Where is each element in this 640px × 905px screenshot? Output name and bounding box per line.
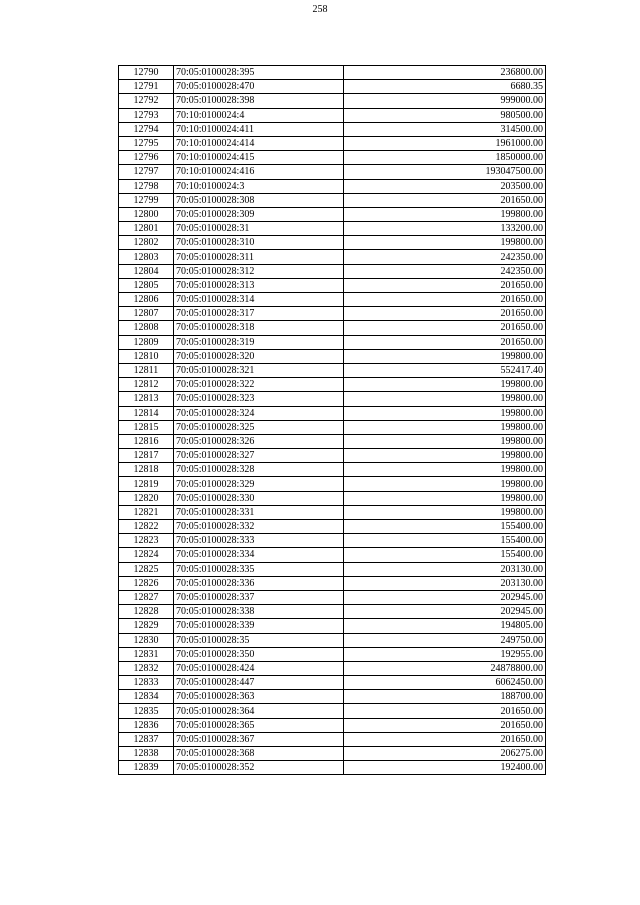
table-row [119, 605, 546, 619]
cadastral-value: 206275.00 [344, 747, 546, 761]
cadastral-number: 70:05:0100028:35 [174, 633, 344, 647]
table-row [119, 207, 546, 221]
cadastral-number: 70:05:0100028:308 [174, 193, 344, 207]
cadastral-value: 249750.00 [344, 633, 546, 647]
row-number: 12839 [119, 761, 174, 775]
table-row [119, 761, 546, 775]
table-row [119, 732, 546, 746]
table-body [119, 66, 546, 775]
table-row [119, 80, 546, 94]
table-row [119, 378, 546, 392]
row-number: 12813 [119, 392, 174, 406]
cadastral-number: 70:05:0100028:365 [174, 718, 344, 732]
row-number: 12803 [119, 250, 174, 264]
row-number: 12821 [119, 505, 174, 519]
cadastral-value: 1961000.00 [344, 136, 546, 150]
row-number: 12814 [119, 406, 174, 420]
table-row [119, 406, 546, 420]
table-row [119, 392, 546, 406]
cadastral-value: 199800.00 [344, 207, 546, 221]
cadastral-number: 70:05:0100028:339 [174, 619, 344, 633]
row-number: 12812 [119, 378, 174, 392]
cadastral-number: 70:05:0100028:310 [174, 236, 344, 250]
cadastral-number: 70:05:0100028:318 [174, 321, 344, 335]
cadastral-value: 199800.00 [344, 463, 546, 477]
cadastral-value: 201650.00 [344, 704, 546, 718]
cadastral-number: 70:05:0100028:313 [174, 278, 344, 292]
row-number: 12794 [119, 122, 174, 136]
cadastral-number: 70:05:0100028:352 [174, 761, 344, 775]
cadastral-number: 70:05:0100028:332 [174, 520, 344, 534]
cadastral-number: 70:05:0100028:309 [174, 207, 344, 221]
cadastral-value: 980500.00 [344, 108, 546, 122]
cadastral-value: 242350.00 [344, 250, 546, 264]
cadastral-table [118, 65, 546, 775]
table-row [119, 321, 546, 335]
cadastral-number: 70:05:0100028:327 [174, 449, 344, 463]
table-row [119, 151, 546, 165]
cadastral-number: 70:05:0100028:326 [174, 434, 344, 448]
row-number: 12819 [119, 477, 174, 491]
row-number: 12809 [119, 335, 174, 349]
row-number: 12834 [119, 690, 174, 704]
table-row [119, 264, 546, 278]
cadastral-value: 201650.00 [344, 278, 546, 292]
row-number: 12837 [119, 732, 174, 746]
table-row [119, 335, 546, 349]
table-row [119, 108, 546, 122]
cadastral-value: 242350.00 [344, 264, 546, 278]
table-row [119, 520, 546, 534]
cadastral-value: 203130.00 [344, 576, 546, 590]
cadastral-number: 70:05:0100028:330 [174, 491, 344, 505]
table-row [119, 718, 546, 732]
row-number: 12799 [119, 193, 174, 207]
cadastral-value: 199800.00 [344, 505, 546, 519]
table-row [119, 449, 546, 463]
row-number: 12810 [119, 349, 174, 363]
cadastral-number: 70:05:0100028:317 [174, 307, 344, 321]
row-number: 12811 [119, 363, 174, 377]
cadastral-number: 70:05:0100028:364 [174, 704, 344, 718]
table-row [119, 94, 546, 108]
table-row [119, 236, 546, 250]
row-number: 12792 [119, 94, 174, 108]
row-number: 12831 [119, 647, 174, 661]
table-row [119, 619, 546, 633]
row-number: 12835 [119, 704, 174, 718]
table-row [119, 690, 546, 704]
cadastral-number: 70:05:0100028:424 [174, 661, 344, 675]
cadastral-number: 70:10:0100024:3 [174, 179, 344, 193]
row-number: 12793 [119, 108, 174, 122]
cadastral-value: 201650.00 [344, 335, 546, 349]
cadastral-number: 70:05:0100028:323 [174, 392, 344, 406]
row-number: 12818 [119, 463, 174, 477]
cadastral-value: 192400.00 [344, 761, 546, 775]
table-row [119, 576, 546, 590]
row-number: 12830 [119, 633, 174, 647]
cadastral-value: 201650.00 [344, 293, 546, 307]
cadastral-number: 70:05:0100028:336 [174, 576, 344, 590]
row-number: 12790 [119, 66, 174, 80]
cadastral-number: 70:05:0100028:331 [174, 505, 344, 519]
table-row [119, 747, 546, 761]
cadastral-number: 70:05:0100028:31 [174, 222, 344, 236]
table-row [119, 278, 546, 292]
row-number: 12833 [119, 676, 174, 690]
cadastral-number: 70:05:0100028:335 [174, 562, 344, 576]
cadastral-number: 70:10:0100024:415 [174, 151, 344, 165]
row-number: 12798 [119, 179, 174, 193]
cadastral-value: 193047500.00 [344, 165, 546, 179]
cadastral-number: 70:05:0100028:321 [174, 363, 344, 377]
table-row [119, 704, 546, 718]
cadastral-value: 314500.00 [344, 122, 546, 136]
row-number: 12796 [119, 151, 174, 165]
table-row [119, 562, 546, 576]
cadastral-value: 201650.00 [344, 307, 546, 321]
cadastral-number: 70:05:0100028:320 [174, 349, 344, 363]
cadastral-number: 70:05:0100028:367 [174, 732, 344, 746]
cadastral-number: 70:05:0100028:325 [174, 420, 344, 434]
table-row [119, 66, 546, 80]
cadastral-value: 203500.00 [344, 179, 546, 193]
row-number: 12791 [119, 80, 174, 94]
cadastral-number: 70:05:0100028:368 [174, 747, 344, 761]
row-number: 12806 [119, 293, 174, 307]
cadastral-value: 6062450.00 [344, 676, 546, 690]
cadastral-value: 155400.00 [344, 534, 546, 548]
cadastral-value: 199800.00 [344, 449, 546, 463]
table-row [119, 548, 546, 562]
cadastral-value: 155400.00 [344, 520, 546, 534]
row-number: 12807 [119, 307, 174, 321]
cadastral-number: 70:05:0100028:328 [174, 463, 344, 477]
cadastral-number: 70:05:0100028:324 [174, 406, 344, 420]
table-row [119, 193, 546, 207]
cadastral-number: 70:05:0100028:312 [174, 264, 344, 278]
cadastral-number: 70:10:0100024:414 [174, 136, 344, 150]
cadastral-number: 70:10:0100024:411 [174, 122, 344, 136]
row-number: 12816 [119, 434, 174, 448]
cadastral-value: 201650.00 [344, 718, 546, 732]
cadastral-value: 552417.40 [344, 363, 546, 377]
table-row [119, 293, 546, 307]
cadastral-value: 199800.00 [344, 236, 546, 250]
row-number: 12825 [119, 562, 174, 576]
cadastral-value: 999000.00 [344, 94, 546, 108]
row-number: 12838 [119, 747, 174, 761]
row-number: 12822 [119, 520, 174, 534]
cadastral-value: 199800.00 [344, 434, 546, 448]
cadastral-value: 6680.35 [344, 80, 546, 94]
cadastral-value: 199800.00 [344, 406, 546, 420]
table-row [119, 590, 546, 604]
cadastral-value: 202945.00 [344, 590, 546, 604]
cadastral-number: 70:05:0100028:333 [174, 534, 344, 548]
table-row [119, 647, 546, 661]
table-row [119, 477, 546, 491]
cadastral-value: 199800.00 [344, 392, 546, 406]
table-row [119, 136, 546, 150]
table-row [119, 434, 546, 448]
row-number: 12817 [119, 449, 174, 463]
row-number: 12826 [119, 576, 174, 590]
cadastral-number: 70:05:0100028:314 [174, 293, 344, 307]
cadastral-number: 70:10:0100024:4 [174, 108, 344, 122]
table-row [119, 307, 546, 321]
table-row [119, 349, 546, 363]
table-row [119, 250, 546, 264]
cadastral-number: 70:05:0100028:398 [174, 94, 344, 108]
row-number: 12797 [119, 165, 174, 179]
cadastral-value: 199800.00 [344, 491, 546, 505]
table-row [119, 633, 546, 647]
cadastral-value: 155400.00 [344, 548, 546, 562]
cadastral-number: 70:10:0100024:416 [174, 165, 344, 179]
table-row [119, 165, 546, 179]
table-row [119, 179, 546, 193]
row-number: 12802 [119, 236, 174, 250]
cadastral-value: 199800.00 [344, 477, 546, 491]
cadastral-number: 70:05:0100028:311 [174, 250, 344, 264]
cadastral-number: 70:05:0100028:322 [174, 378, 344, 392]
cadastral-value: 203130.00 [344, 562, 546, 576]
cadastral-value: 188700.00 [344, 690, 546, 704]
cadastral-number: 70:05:0100028:338 [174, 605, 344, 619]
cadastral-number: 70:05:0100028:329 [174, 477, 344, 491]
cadastral-number: 70:05:0100028:337 [174, 590, 344, 604]
cadastral-value: 201650.00 [344, 321, 546, 335]
page-number: 258 [312, 4, 328, 15]
cadastral-value: 194805.00 [344, 619, 546, 633]
cadastral-value: 202945.00 [344, 605, 546, 619]
row-number: 12808 [119, 321, 174, 335]
row-number: 12828 [119, 605, 174, 619]
table-row [119, 534, 546, 548]
row-number: 12827 [119, 590, 174, 604]
table-row [119, 491, 546, 505]
cadastral-value: 199800.00 [344, 378, 546, 392]
table-row [119, 222, 546, 236]
row-number: 12804 [119, 264, 174, 278]
row-number: 12800 [119, 207, 174, 221]
cadastral-number: 70:05:0100028:350 [174, 647, 344, 661]
cadastral-number: 70:05:0100028:470 [174, 80, 344, 94]
row-number: 12795 [119, 136, 174, 150]
row-number: 12815 [119, 420, 174, 434]
table-row [119, 463, 546, 477]
table-row [119, 661, 546, 675]
cadastral-value: 201650.00 [344, 193, 546, 207]
cadastral-number: 70:05:0100028:447 [174, 676, 344, 690]
cadastral-value: 199800.00 [344, 349, 546, 363]
table-row [119, 363, 546, 377]
cadastral-value: 1850000.00 [344, 151, 546, 165]
row-number: 12832 [119, 661, 174, 675]
cadastral-number: 70:05:0100028:334 [174, 548, 344, 562]
cadastral-number: 70:05:0100028:319 [174, 335, 344, 349]
cadastral-value: 133200.00 [344, 222, 546, 236]
table-row [119, 505, 546, 519]
cadastral-number: 70:05:0100028:395 [174, 66, 344, 80]
row-number: 12824 [119, 548, 174, 562]
row-number: 12823 [119, 534, 174, 548]
cadastral-number: 70:05:0100028:363 [174, 690, 344, 704]
cadastral-value: 201650.00 [344, 732, 546, 746]
cadastral-value: 192955.00 [344, 647, 546, 661]
table-row [119, 122, 546, 136]
row-number: 12829 [119, 619, 174, 633]
row-number: 12801 [119, 222, 174, 236]
cadastral-value: 24878800.00 [344, 661, 546, 675]
row-number: 12805 [119, 278, 174, 292]
table-row [119, 676, 546, 690]
cadastral-value: 236800.00 [344, 66, 546, 80]
row-number: 12820 [119, 491, 174, 505]
cadastral-value: 199800.00 [344, 420, 546, 434]
table-row [119, 420, 546, 434]
row-number: 12836 [119, 718, 174, 732]
